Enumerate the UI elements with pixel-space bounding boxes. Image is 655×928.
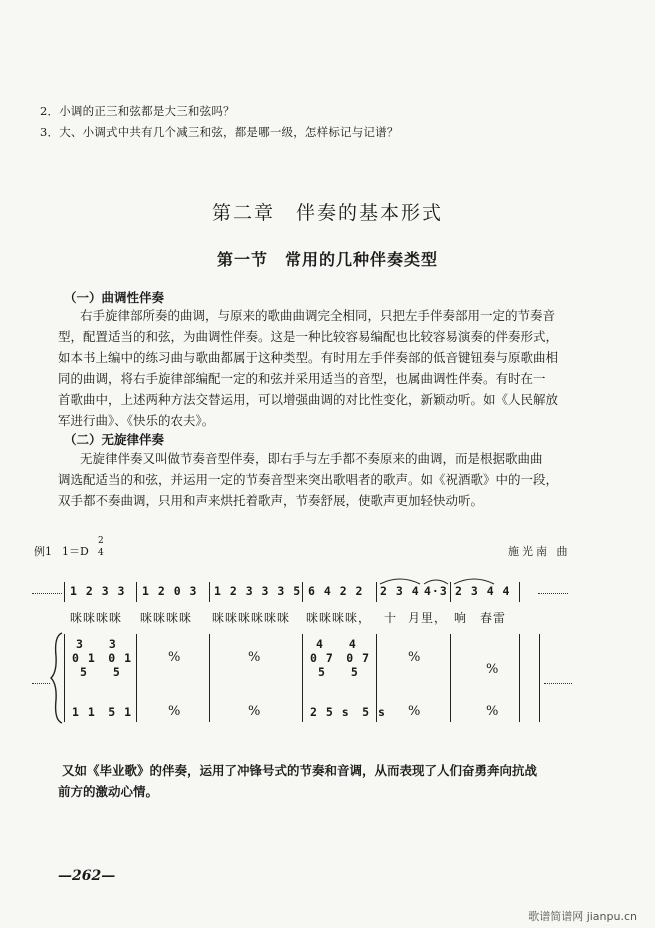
barline <box>302 582 303 602</box>
simile-mark: % <box>408 704 421 719</box>
text-line: 无旋律伴奏又叫做节奏音型伴奏，即右手与左手都不奏原来的曲调，而是根据歌曲曲 <box>80 451 543 466</box>
barline <box>519 634 520 722</box>
text-line: 同的曲调，将右手旋律部编配一定的和弦并采用适当的音型，也属曲调性伴奏。有时在一 <box>58 371 546 386</box>
meter-top: 2 <box>98 536 104 546</box>
text-line: 调选配适当的和弦，并运用一定的节奏音型来突出歌唱者的歌声。如《祝酒歌》中的一段， <box>58 472 559 487</box>
subheading-melodic: （一）曲调性伴奏 <box>64 290 165 305</box>
slur-marks <box>378 574 508 586</box>
barline <box>209 582 210 602</box>
watermark: 歌谱简谱网 jianpu.cn <box>528 910 637 923</box>
bass-line: 2 5 s 5 s <box>310 705 386 719</box>
simile-mark: % <box>168 704 181 719</box>
example-label: 例1 <box>34 545 52 558</box>
chord-mid: 0 7 0 7 <box>310 651 371 665</box>
barline <box>519 582 520 602</box>
simile-mark: % <box>248 704 261 719</box>
chord-low: 5 5 <box>80 665 121 679</box>
chord-top: 4 4 <box>316 637 357 651</box>
brace <box>50 632 64 724</box>
barline <box>376 582 377 602</box>
bass-line: 1 1 5 1 <box>72 705 133 719</box>
simile-mark: % <box>408 650 421 665</box>
leader-dots <box>32 593 62 594</box>
lyric: 咪咪咪咪 <box>70 611 123 625</box>
barline <box>302 634 303 722</box>
lyric: 咪咪咪咪 <box>140 611 193 625</box>
melody-measure: 1 2 3 3 3 5 <box>214 584 302 598</box>
simile-mark: % <box>486 704 499 719</box>
chord-mid: 0 1 0 1 <box>72 651 133 665</box>
question-2: 2．小调的正三和弦都是大三和弦吗？ <box>40 104 235 118</box>
simile-mark: % <box>248 650 261 665</box>
barline <box>64 634 65 722</box>
text-line: 如本书上编中的练习曲与歌曲都属于这种类型。有时用左手伴奏部的低音键钮奏与原歌曲相 <box>58 350 559 365</box>
composer: 施光南 曲 <box>508 545 571 558</box>
leader-dots <box>544 683 572 684</box>
simile-mark: % <box>486 662 499 677</box>
melody-measure: 1 2 3 3 <box>70 584 126 598</box>
lyric: 响 春雷 <box>454 611 507 625</box>
barline <box>450 634 451 722</box>
melody-measure: 2 3 4 <box>380 584 420 598</box>
barline <box>209 634 210 722</box>
melody-measure: 4·3 <box>424 584 448 598</box>
melody-measure: 1 2 0 3 <box>142 584 198 598</box>
melody-measure: 6 4 2 2 <box>308 584 364 598</box>
subheading-rhythmic: （二）无旋律伴奏 <box>64 432 165 447</box>
section-title: 第一节 常用的几种伴奏类型 <box>216 250 438 269</box>
page-number: —262— <box>58 868 116 884</box>
barline <box>136 582 137 602</box>
melody-measure: 2 3 4 4 <box>455 584 511 598</box>
text-line: 首歌曲中，上述两种方法交替运用，可以增强曲调的对比性变化，新颖动听。如《人民解放 <box>58 392 559 407</box>
text-line: 双手都不奏曲调，只用和声来烘托着歌声，节奏舒展，使歌声更加轻快动听。 <box>58 493 484 508</box>
barline <box>64 582 65 602</box>
chord-low: 5 5 <box>318 665 359 679</box>
question-3: 3．大、小调式中共有几个减三和弦，都是哪一级，怎样标记与记谱？ <box>40 125 399 139</box>
meter-bottom: 4 <box>98 548 104 558</box>
barline <box>136 634 137 722</box>
leader-dots <box>538 593 568 594</box>
text-line: 型，配置适当的和弦，为曲调性伴奏。这是一种比较容易编配也比较容易演奏的伴奏形式， <box>58 329 559 344</box>
lyric: 月里， <box>408 611 448 625</box>
chord-top: 3 3 <box>76 637 117 651</box>
text-line: 又如《毕业歌》的伴奏，运用了冲锋号式的节奏和音调，从而表现了人们奋勇奔向抗战 <box>62 763 538 778</box>
chapter-title: 第二章 伴奏的基本形式 <box>211 202 443 224</box>
text-line: 右手旋律部所奏的曲调，与原来的歌曲曲调完全相同，只把左手伴奏部用一定的节奏音 <box>80 308 556 323</box>
text-line: 军进行曲》、《快乐的农夫》。 <box>58 413 215 428</box>
leader-dots <box>32 683 50 684</box>
simile-mark: % <box>168 650 181 665</box>
text-line: 前方的激动心情。 <box>58 784 159 799</box>
lyric: 十 <box>384 611 398 625</box>
lyric: 咪咪咪咪咪咪 <box>212 611 291 625</box>
barline <box>539 634 540 722</box>
key-signature: 1＝D <box>62 545 89 558</box>
lyric: 咪咪咪咪， <box>306 611 372 625</box>
